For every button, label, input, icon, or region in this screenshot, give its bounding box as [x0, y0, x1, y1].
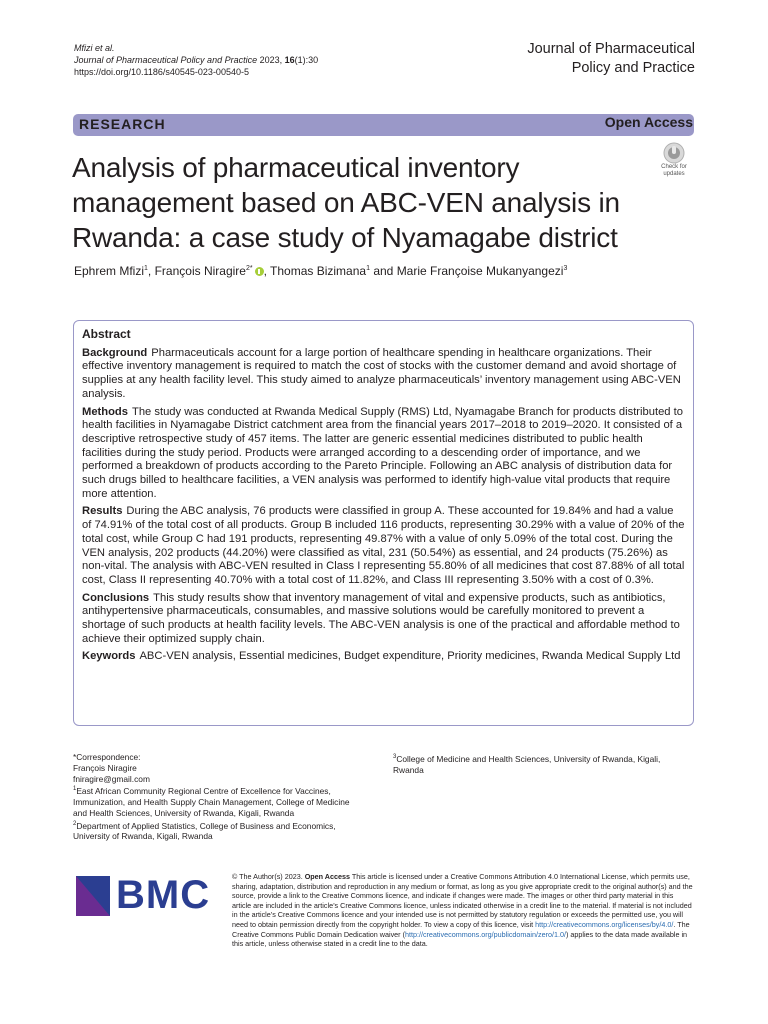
- abstract-box: [73, 320, 694, 726]
- badge-line1: Check for: [661, 164, 687, 170]
- license-text-1: This article is licensed under a Creative Commons Attribution 4.0 International License, which permits use, sharing, adaptation, distribution and reproduction in any medium or format, as long as you give appropriate credit to the original author(s) and the source, provide a link to the Creative Commons licence, and indicate if changes were made. The images or other third party material in this article are included in the article’s Creative Commons licence, unless indicated otherwise in a credit line to the material. If material is not included in the article’s Creative Commons licence and your intended use is not permitted by statutory regulation or exceeds the permitted use, you will need to obtain permission directly from the copyright holder. To view a copy of this licence, visit: [232, 872, 693, 929]
- author-separator: and: [369, 264, 397, 278]
- header-year: 2023,: [259, 55, 283, 65]
- license-link-cc-by[interactable]: http://creativecommons.org/licenses/by/4.0/: [535, 919, 674, 929]
- abstract-heading: Abstract: [82, 327, 131, 341]
- correspondence-email[interactable]: fniragire@gmail.com: [73, 773, 150, 784]
- correspondence-name: François Niragire: [73, 762, 137, 773]
- open-access-label: Open Access: [604, 114, 693, 130]
- journal-name-line2: Policy and Practice: [571, 60, 695, 76]
- affiliation-2-num: 2: [73, 820, 77, 827]
- author-1[interactable]: Ephrem Mfizi: [74, 264, 145, 278]
- abstract-keywords: [82, 650, 685, 664]
- license-statement: [232, 872, 694, 949]
- orcid-icon[interactable]: [255, 267, 264, 276]
- background-label: Background: [82, 346, 148, 359]
- affiliation-2: [73, 819, 363, 842]
- check-for-updates-badge[interactable]: [654, 142, 694, 180]
- header-volume: 16: [284, 55, 295, 65]
- author-1-affil: 1: [144, 265, 148, 272]
- correspondence-footnotes: [73, 752, 363, 842]
- license-text-2: . The Creative Commons Public Domain Dedication waiver (: [232, 919, 690, 939]
- header-doi[interactable]: https://doi.org/10.1186/s40545-023-00540-5: [74, 67, 249, 77]
- copyright-text: © The Author(s) 2023.: [232, 872, 303, 881]
- affiliation-footnotes-right: [393, 752, 693, 775]
- license-link-cc0[interactable]: http://creativecommons.org/publicdomain/zero/1.0/: [404, 929, 566, 939]
- bmc-logo-mark-icon: [76, 876, 110, 916]
- check-for-updates-icon: [662, 142, 686, 164]
- author-separator: ,: [147, 264, 155, 278]
- correspondence-label: *Correspondence:: [73, 752, 141, 762]
- journal-name-line1: Journal of Pharmaceutical: [527, 41, 695, 57]
- article-type-label: RESEARCH: [79, 116, 166, 132]
- affiliation-2-text: Department of Applied Statistics, College of Business and Economics, University of Rwanda, Kigali, Rwanda: [73, 820, 336, 842]
- affiliation-1-text: East African Community Regional Centre of Excellence for Vaccines, Immunization, and Health Supply Chain Management, College of Medicine and Health Sciences, University of Rwanda, Kigali, Rwanda: [73, 786, 350, 818]
- bmc-logo-text: BMC: [116, 873, 211, 917]
- bmc-logo: [76, 873, 216, 923]
- running-header: [74, 42, 318, 78]
- author-2[interactable]: François Niragire: [154, 264, 246, 278]
- methods-text: The study was conducted at Rwanda Medical Supply (RMS) Ltd, Nyamagabe Branch for products distributed to health facilities in Nyamagabe District catchment area from the financial years 2017–2018 to 2019–2020. It consisted of a descriptive retrospective study of 457 items. The latter are generic essential medicines distributed to public health facilities during the study period. Products were arranged according to a descending order of importance, and we performed a breakdown of products according to the Pareto Principle. Following an ABC analysis of distribution data for such drugs billed to healthcare facilities, a VEN analysis was performed to identify high-value vital products that require more attention.: [82, 405, 683, 500]
- author-separator: ,: [263, 264, 271, 278]
- methods-label: Methods: [82, 405, 128, 418]
- abstract-background: [82, 347, 685, 402]
- author-2-affil: 2*: [245, 265, 253, 272]
- results-label: Results: [82, 505, 123, 518]
- author-list: [74, 264, 567, 278]
- keywords-label: Keywords: [82, 650, 136, 663]
- author-4[interactable]: Marie Françoise Mukanyangezi: [396, 264, 564, 278]
- author-3[interactable]: Thomas Bizimana: [270, 264, 367, 278]
- article-type-band: [73, 114, 694, 136]
- article-title: Analysis of pharmaceutical inventory management based on ABC-VEN analysis in Rwanda: a case study of Nyamagabe district: [72, 152, 620, 253]
- header-authors: Mfizi et al.: [74, 43, 115, 53]
- author-4-affil: 3: [563, 265, 568, 272]
- affiliation-1-num: 1: [73, 786, 77, 793]
- abstract-conclusions: [82, 592, 685, 647]
- results-text: During the ABC analysis, 76 products were classified in group A. These accounted for 19.84% and had a value of 74.91% of the total cost of all products. Group B included 116 products, representing 30.29% with a value of 20% of the total cost, while Group C had 191 products, representing 49.87% with a value of only 5.09% of the total cost. During the VEN analysis, 202 products (44.20%) were classified as vital, 231 (50.54%) as essential, and 24 products (75.26%) as non-vital. The analysis with ABC-VEN resulted in Class I representing 55.80% of all medicines that cost 87.88% of all total cost, Class II representing 40.70% with a total cost of 11.82%, and Class III representing 3.50% with a cost of 0.3%.: [82, 505, 685, 586]
- abstract-methods: [82, 406, 685, 502]
- affiliation-3-num: 3: [393, 754, 397, 760]
- conclusions-text: This study results show that inventory management of vital and expensive products, such as antibiotics, antihypertensive pharmaceuticals, consumables, and massive solutions would be carefully monitored to prevent a shortage of such products at health facility levels. The ABC-VEN analysis is one of the practical and affordable method to achieve their optimized supply chain.: [82, 591, 680, 645]
- license-text-3: ) applies to the data made available in this article, unless otherwise stated in a credit line to the data.: [232, 929, 688, 949]
- author-3-affil: 1: [366, 265, 370, 272]
- header-journal: Journal of Pharmaceutical Policy and Practice: [74, 55, 258, 65]
- badge-line2: updates: [663, 171, 685, 177]
- journal-name: [527, 40, 695, 78]
- conclusions-label: Conclusions: [82, 591, 150, 604]
- affiliation-3: [393, 752, 693, 775]
- header-issue: (1):30: [294, 55, 319, 65]
- open-access-bold: Open Access: [304, 872, 350, 881]
- affiliation-3-text: College of Medicine and Health Sciences, University of Rwanda, Kigali, Rwanda: [393, 753, 661, 775]
- keywords-text: ABC-VEN analysis, Essential medicines, Budget expenditure, Priority medicines, Rwanda Medical Supply Ltd: [139, 650, 681, 663]
- background-text: Pharmaceuticals account for a large portion of healthcare spending in healthcare organizations. Their effective inventory management is required to match the cost of stocks with the customer demand and avoid shortage of supplies at any health facility level. This study aimed to analyze pharmaceuticals’ inventory management using ABC-VEN analysis.: [82, 346, 681, 400]
- affiliation-1: [73, 784, 363, 818]
- header-citation: [74, 54, 318, 66]
- abstract-results: [82, 505, 685, 587]
